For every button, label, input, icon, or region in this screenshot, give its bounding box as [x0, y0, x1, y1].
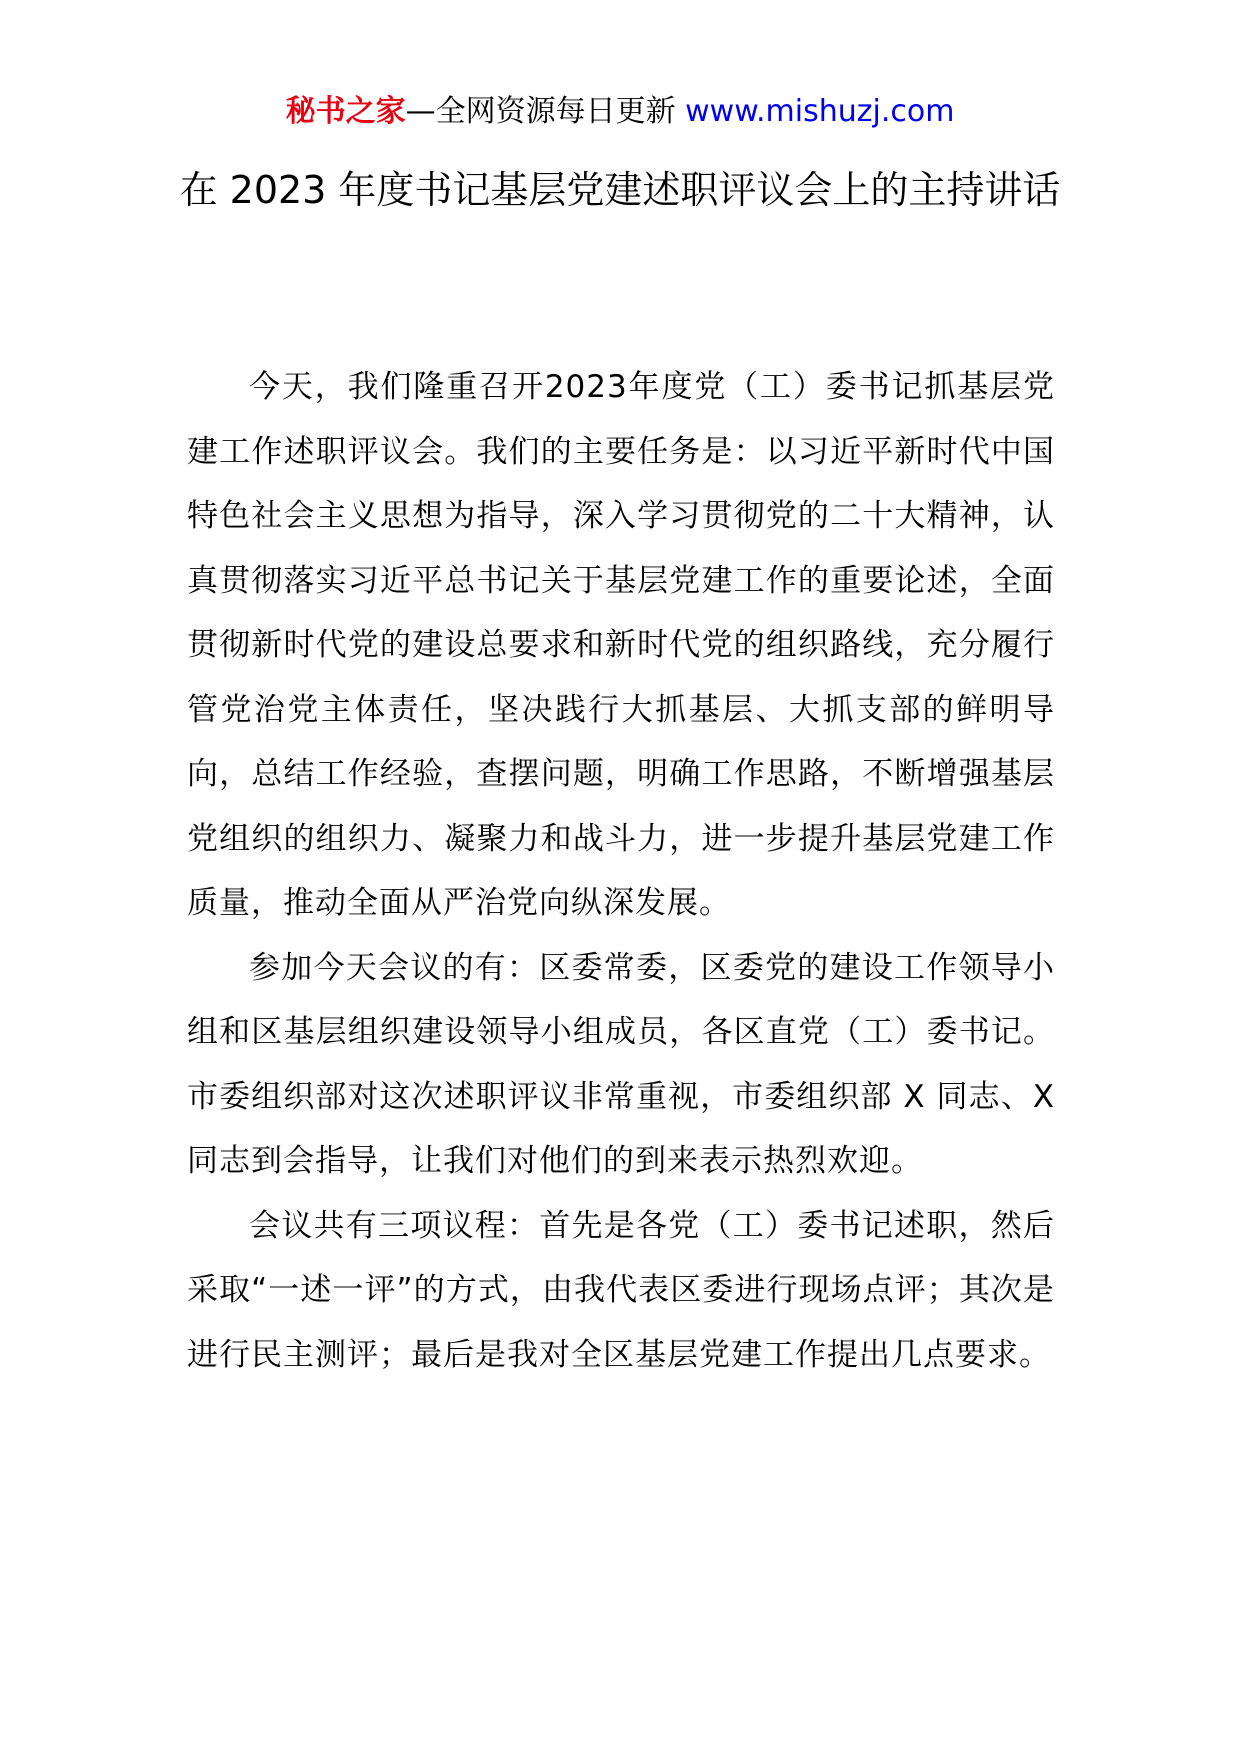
- paragraph-agenda: 会议共有三项议程：首先是各党（工）委书记述职，然后采取“一述一评”的方式，由我代表区委进行现场点评；其次是进行民主测评；最后是我对全区基层党建工作提出几点要求。: [187, 1207, 1055, 1373]
- document-title: 在 2023 年度书记基层党建述职评议会上的主持讲话: [179, 168, 1061, 212]
- paragraph-attendees: 参加今天会议的有：区委常委，区委党的建设工作领导小组和区基层组织建设领导小组成员，各区直党（工）委书记。市委组织部对这次述职评议非常重视，市委组织部 X 同志、X 同志到会指导，让我们对他们的到来表示热烈欢迎。: [187, 949, 1055, 1179]
- document-body: [187, 355, 1055, 1387]
- site-header: [0, 92, 1240, 132]
- brand-name: 秘书之家: [285, 94, 406, 129]
- site-url-link[interactable]: www.mishuzj.com: [685, 94, 955, 129]
- header-tagline: —全网资源每日更新: [405, 94, 686, 129]
- paragraph-opening: 今天，我们隆重召开2023年度党（工）委书记抓基层党建工作述职评议会。我们的主要任务是：以习近平新时代中国特色社会主义思想为指导，深入学习贯彻党的二十大精神，认真贯彻落实习近平总书记关于基层党建工作的重要论述，全面贯彻新时代党的建设总要求和新时代党的组织路线，充分履行管党治党主体责任，坚决践行大抓基层、大抓支部的鲜明导向，总结工作经验，查摆问题，明确工作思路，不断增强基层党组织的组织力、凝聚力和战斗力，进一步提升基层党建工作质量，推动全面从严治党向纵深发展。: [187, 369, 1055, 921]
